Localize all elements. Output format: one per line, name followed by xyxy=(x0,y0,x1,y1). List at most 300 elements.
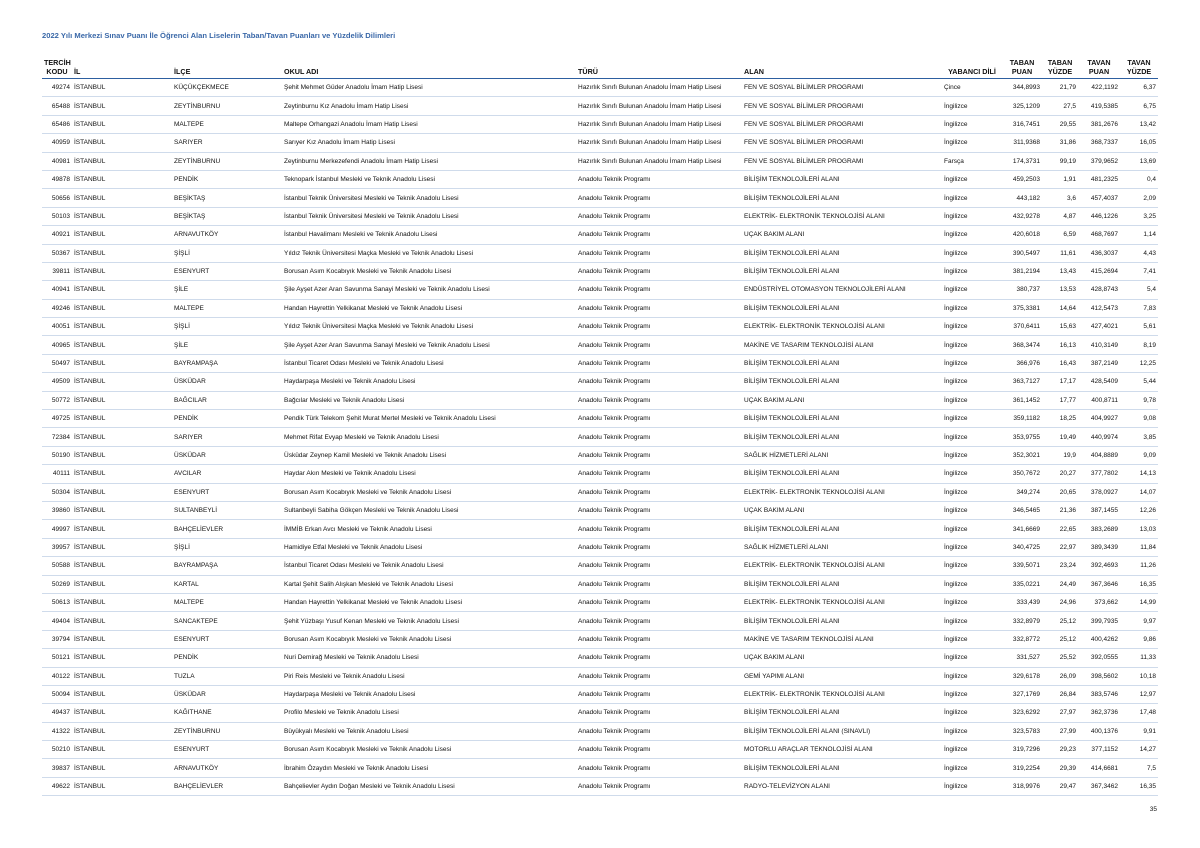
cell-yabanci-dili: İngilizce xyxy=(942,501,1002,519)
cell-yabanci-dili: İngilizce xyxy=(942,244,1002,262)
cell-ilce: BAĞCILAR xyxy=(172,391,282,409)
cell-tavan-yuzde: 2,09 xyxy=(1120,189,1158,207)
cell-tavan-puan: 457,4037 xyxy=(1078,189,1120,207)
cell-taban-yuzde: 11,61 xyxy=(1042,244,1078,262)
cell-tavan-yuzde: 12,26 xyxy=(1120,501,1158,519)
cell-il: İSTANBUL xyxy=(72,612,172,630)
cell-ilce: BAYRAMPAŞA xyxy=(172,557,282,575)
header-taban-puan: TABAN PUAN xyxy=(1009,58,1035,76)
cell-ilce: ZEYTİNBURNU xyxy=(172,152,282,170)
cell-alan: BİLİŞİM TEKNOLOJİLERİ ALANI xyxy=(742,575,942,593)
cell-taban-puan: 380,737 xyxy=(1002,281,1042,299)
cell-alan: BİLİŞİM TEKNOLOJİLERİ ALANI xyxy=(742,373,942,391)
cell-tavan-yuzde: 9,08 xyxy=(1120,410,1158,428)
cell-il: İSTANBUL xyxy=(72,704,172,722)
cell-tavan-puan: 404,9927 xyxy=(1078,410,1120,428)
cell-alan: ENDÜSTRİYEL OTOMASYON TEKNOLOJİLERİ ALANI xyxy=(742,281,942,299)
cell-tercih-kodu: 39860 xyxy=(42,501,72,519)
cell-alan: RADYO-TELEVİZYON ALANI xyxy=(742,777,942,795)
cell-yabanci-dili: İngilizce xyxy=(942,115,1002,133)
cell-il: İSTANBUL xyxy=(72,354,172,372)
cell-yabanci-dili: İngilizce xyxy=(942,777,1002,795)
cell-taban-yuzde: 13,53 xyxy=(1042,281,1078,299)
cell-tercih-kodu: 40981 xyxy=(42,152,72,170)
cell-taban-yuzde: 21,79 xyxy=(1042,79,1078,97)
cell-tercih-kodu: 40122 xyxy=(42,667,72,685)
cell-taban-puan: 353,9755 xyxy=(1002,428,1042,446)
cell-alan: BİLİŞİM TEKNOLOJİLERİ ALANI xyxy=(742,465,942,483)
table-row xyxy=(42,575,1158,593)
cell-turu: Anadolu Teknik Programı xyxy=(576,244,742,262)
cell-alan: ELEKTRİK- ELEKTRONİK TEKNOLOJİSİ ALANI xyxy=(742,685,942,703)
cell-tavan-puan: 383,2689 xyxy=(1078,520,1120,538)
cell-turu: Anadolu Teknik Programı xyxy=(576,630,742,648)
cell-alan: ELEKTRİK- ELEKTRONİK TEKNOLOJİSİ ALANI xyxy=(742,557,942,575)
table-row xyxy=(42,538,1158,556)
cell-alan: BİLİŞİM TEKNOLOJİLERİ ALANI xyxy=(742,299,942,317)
table-row xyxy=(42,244,1158,262)
cell-il: İSTANBUL xyxy=(72,281,172,299)
cell-taban-yuzde: 25,52 xyxy=(1042,649,1078,667)
cell-taban-puan: 318,9976 xyxy=(1002,777,1042,795)
cell-il: İSTANBUL xyxy=(72,538,172,556)
cell-tercih-kodu: 50656 xyxy=(42,189,72,207)
cell-tercih-kodu: 39957 xyxy=(42,538,72,556)
cell-turu: Hazırlık Sınıfı Bulunan Anadolu İmam Hatip Lisesi xyxy=(576,79,742,97)
cell-tercih-kodu: 41322 xyxy=(42,722,72,740)
cell-okul-adi: Handan Hayrettin Yelkikanat Mesleki ve Teknik Anadolu Lisesi xyxy=(282,299,576,317)
cell-okul-adi: İMMİB Erkan Avcı Mesleki ve Teknik Anadolu Lisesi xyxy=(282,520,576,538)
cell-okul-adi: Kartal Şehit Salih Alışkan Mesleki ve Teknik Anadolu Lisesi xyxy=(282,575,576,593)
cell-okul-adi: Borusan Asım Kocabıyık Mesleki ve Teknik Anadolu Lisesi xyxy=(282,741,576,759)
cell-taban-yuzde: 23,24 xyxy=(1042,557,1078,575)
cell-okul-adi: Hamidiye Etfal Mesleki ve Teknik Anadolu Lisesi xyxy=(282,538,576,556)
cell-tavan-yuzde: 5,44 xyxy=(1120,373,1158,391)
cell-taban-puan: 311,9368 xyxy=(1002,134,1042,152)
cell-taban-puan: 331,527 xyxy=(1002,649,1042,667)
cell-turu: Anadolu Teknik Programı xyxy=(576,685,742,703)
cell-yabanci-dili: İngilizce xyxy=(942,428,1002,446)
cell-taban-puan: 341,6669 xyxy=(1002,520,1042,538)
cell-ilce: ÜSKÜDAR xyxy=(172,685,282,703)
cell-okul-adi: Şehit Mehmet Güder Anadolu İmam Hatip Lisesi xyxy=(282,79,576,97)
cell-il: İSTANBUL xyxy=(72,207,172,225)
cell-taban-puan: 432,9278 xyxy=(1002,207,1042,225)
cell-alan: BİLİŞİM TEKNOLOJİLERİ ALANI xyxy=(742,170,942,188)
cell-tavan-puan: 404,8889 xyxy=(1078,446,1120,464)
cell-tavan-yuzde: 9,91 xyxy=(1120,722,1158,740)
cell-ilce: AVCILAR xyxy=(172,465,282,483)
cell-taban-puan: 346,5465 xyxy=(1002,501,1042,519)
cell-il: İSTANBUL xyxy=(72,336,172,354)
cell-okul-adi: Şile Ayşet Azer Aran Savunma Sanayi Mesleki ve Teknik Anadolu Lisesi xyxy=(282,336,576,354)
cell-taban-puan: 316,7451 xyxy=(1002,115,1042,133)
cell-ilce: ARNAVUTKÖY xyxy=(172,759,282,777)
cell-taban-puan: 319,2254 xyxy=(1002,759,1042,777)
cell-tavan-puan: 399,7935 xyxy=(1078,612,1120,630)
cell-tavan-yuzde: 16,35 xyxy=(1120,777,1158,795)
cell-yabanci-dili: İngilizce xyxy=(942,593,1002,611)
cell-taban-yuzde: 15,63 xyxy=(1042,318,1078,336)
cell-taban-yuzde: 22,65 xyxy=(1042,520,1078,538)
cell-tavan-yuzde: 10,18 xyxy=(1120,667,1158,685)
cell-turu: Anadolu Teknik Programı xyxy=(576,446,742,464)
cell-ilce: MALTEPE xyxy=(172,593,282,611)
cell-yabanci-dili: İngilizce xyxy=(942,575,1002,593)
cell-taban-puan: 339,5071 xyxy=(1002,557,1042,575)
cell-ilce: ŞİŞLİ xyxy=(172,538,282,556)
cell-il: İSTANBUL xyxy=(72,318,172,336)
cell-taban-puan: 361,1452 xyxy=(1002,391,1042,409)
cell-turu: Anadolu Teknik Programı xyxy=(576,170,742,188)
cell-okul-adi: Borusan Asım Kocabıyık Mesleki ve Teknik Anadolu Lisesi xyxy=(282,483,576,501)
cell-alan: BİLİŞİM TEKNOLOJİLERİ ALANI xyxy=(742,189,942,207)
cell-yabanci-dili: İngilizce xyxy=(942,446,1002,464)
cell-ilce: ESENYURT xyxy=(172,741,282,759)
table-row xyxy=(42,483,1158,501)
cell-turu: Anadolu Teknik Programı xyxy=(576,373,742,391)
cell-tavan-yuzde: 14,13 xyxy=(1120,465,1158,483)
cell-tavan-yuzde: 14,99 xyxy=(1120,593,1158,611)
header-tavan-yuzde: TAVAN YÜZDE xyxy=(1126,58,1152,76)
cell-taban-yuzde: 29,39 xyxy=(1042,759,1078,777)
cell-tavan-yuzde: 12,97 xyxy=(1120,685,1158,703)
cell-tavan-yuzde: 13,69 xyxy=(1120,152,1158,170)
cell-tavan-yuzde: 7,41 xyxy=(1120,262,1158,280)
cell-yabanci-dili: İngilizce xyxy=(942,354,1002,372)
cell-yabanci-dili: İngilizce xyxy=(942,134,1002,152)
cell-tavan-puan: 367,3462 xyxy=(1078,777,1120,795)
header-alan: ALAN xyxy=(744,66,764,76)
cell-taban-yuzde: 17,77 xyxy=(1042,391,1078,409)
cell-taban-puan: 352,3021 xyxy=(1002,446,1042,464)
cell-ilce: BAHÇELİEVLER xyxy=(172,777,282,795)
cell-yabanci-dili: İngilizce xyxy=(942,538,1002,556)
school-scores-table xyxy=(42,52,1158,796)
cell-taban-puan: 368,3474 xyxy=(1002,336,1042,354)
cell-alan: MAKİNE VE TASARIM TEKNOLOJİSİ ALANI xyxy=(742,630,942,648)
cell-alan: BİLİŞİM TEKNOLOJİLERİ ALANI xyxy=(742,354,942,372)
cell-taban-yuzde: 1,91 xyxy=(1042,170,1078,188)
cell-taban-yuzde: 27,5 xyxy=(1042,97,1078,115)
cell-okul-adi: Zeytinburnu Kız Anadolu İmam Hatip Lisesi xyxy=(282,97,576,115)
table-row xyxy=(42,446,1158,464)
cell-tercih-kodu: 50613 xyxy=(42,593,72,611)
cell-alan: BİLİŞİM TEKNOLOJİLERİ ALANI xyxy=(742,428,942,446)
cell-yabanci-dili: İngilizce xyxy=(942,685,1002,703)
cell-turu: Hazırlık Sınıfı Bulunan Anadolu İmam Hatip Lisesi xyxy=(576,152,742,170)
cell-tavan-puan: 387,2149 xyxy=(1078,354,1120,372)
header-ilce: İLÇE xyxy=(174,66,191,76)
header-tavan-puan: TAVAN PUAN xyxy=(1087,58,1111,76)
cell-alan: ELEKTRİK- ELEKTRONİK TEKNOLOJİSİ ALANI xyxy=(742,318,942,336)
cell-alan: FEN VE SOSYAL BİLİMLER PROGRAMI xyxy=(742,152,942,170)
cell-ilce: TUZLA xyxy=(172,667,282,685)
cell-tercih-kodu: 50269 xyxy=(42,575,72,593)
cell-yabanci-dili: İngilizce xyxy=(942,226,1002,244)
cell-turu: Anadolu Teknik Programı xyxy=(576,741,742,759)
cell-yabanci-dili: İngilizce xyxy=(942,373,1002,391)
table-row xyxy=(42,318,1158,336)
cell-yabanci-dili: İngilizce xyxy=(942,336,1002,354)
cell-il: İSTANBUL xyxy=(72,741,172,759)
cell-okul-adi: Teknopark İstanbul Mesleki ve Teknik Anadolu Lisesi xyxy=(282,170,576,188)
cell-turu: Anadolu Teknik Programı xyxy=(576,354,742,372)
cell-tercih-kodu: 50121 xyxy=(42,649,72,667)
cell-tercih-kodu: 40965 xyxy=(42,336,72,354)
cell-taban-yuzde: 27,97 xyxy=(1042,704,1078,722)
cell-tavan-puan: 400,1376 xyxy=(1078,722,1120,740)
cell-alan: ELEKTRİK- ELEKTRONİK TEKNOLOJİSİ ALANI xyxy=(742,483,942,501)
cell-alan: ELEKTRİK- ELEKTRONİK TEKNOLOJİSİ ALANI xyxy=(742,593,942,611)
cell-yabanci-dili: İngilizce xyxy=(942,557,1002,575)
cell-tercih-kodu: 40941 xyxy=(42,281,72,299)
cell-tavan-yuzde: 13,42 xyxy=(1120,115,1158,133)
cell-tavan-yuzde: 8,19 xyxy=(1120,336,1158,354)
cell-tavan-puan: 398,5602 xyxy=(1078,667,1120,685)
table-row xyxy=(42,336,1158,354)
table-row xyxy=(42,152,1158,170)
cell-turu: Anadolu Teknik Programı xyxy=(576,465,742,483)
cell-turu: Anadolu Teknik Programı xyxy=(576,612,742,630)
cell-okul-adi: İstanbul Ticaret Odası Mesleki ve Teknik Anadolu Lisesi xyxy=(282,354,576,372)
cell-okul-adi: Pendik Türk Telekom Şehit Murat Mertel Mesleki ve Teknik Anadolu Lisesi xyxy=(282,410,576,428)
cell-yabanci-dili: İngilizce xyxy=(942,391,1002,409)
cell-ilce: ESENYURT xyxy=(172,483,282,501)
cell-tavan-puan: 427,4021 xyxy=(1078,318,1120,336)
cell-tercih-kodu: 72384 xyxy=(42,428,72,446)
table-row xyxy=(42,79,1158,97)
cell-il: İSTANBUL xyxy=(72,97,172,115)
table-row xyxy=(42,722,1158,740)
cell-alan: ELEKTRİK- ELEKTRONİK TEKNOLOJİSİ ALANI xyxy=(742,207,942,225)
cell-tercih-kodu: 39794 xyxy=(42,630,72,648)
cell-taban-yuzde: 25,12 xyxy=(1042,630,1078,648)
cell-yabanci-dili: Farsça xyxy=(942,152,1002,170)
cell-tavan-yuzde: 1,14 xyxy=(1120,226,1158,244)
page-title: 2022 Yılı Merkezi Sınav Puanı İle Öğrenci Alan Liselerin Taban/Tavan Puanları ve Yüzdelik Dilimleri xyxy=(42,31,396,40)
cell-taban-yuzde: 26,09 xyxy=(1042,667,1078,685)
cell-tavan-yuzde: 14,27 xyxy=(1120,741,1158,759)
cell-yabanci-dili: İngilizce xyxy=(942,667,1002,685)
cell-tavan-yuzde: 6,37 xyxy=(1120,79,1158,97)
cell-yabanci-dili: İngilizce xyxy=(942,281,1002,299)
cell-turu: Anadolu Teknik Programı xyxy=(576,759,742,777)
cell-tavan-puan: 362,3736 xyxy=(1078,704,1120,722)
cell-alan: BİLİŞİM TEKNOLOJİLERİ ALANI xyxy=(742,262,942,280)
cell-tercih-kodu: 39837 xyxy=(42,759,72,777)
table-row xyxy=(42,759,1158,777)
cell-tavan-puan: 428,5409 xyxy=(1078,373,1120,391)
cell-tavan-puan: 400,8711 xyxy=(1078,391,1120,409)
cell-tavan-puan: 436,3037 xyxy=(1078,244,1120,262)
cell-tavan-yuzde: 3,85 xyxy=(1120,428,1158,446)
cell-alan: GEMİ YAPIMI ALANI xyxy=(742,667,942,685)
cell-yabanci-dili: İngilizce xyxy=(942,97,1002,115)
cell-tavan-puan: 377,7802 xyxy=(1078,465,1120,483)
cell-taban-yuzde: 14,64 xyxy=(1042,299,1078,317)
page-number: 35 xyxy=(1149,806,1157,813)
cell-alan: FEN VE SOSYAL BİLİMLER PROGRAMI xyxy=(742,115,942,133)
cell-taban-puan: 366,976 xyxy=(1002,354,1042,372)
cell-tavan-puan: 414,6681 xyxy=(1078,759,1120,777)
cell-tavan-puan: 415,2694 xyxy=(1078,262,1120,280)
cell-tavan-puan: 377,1152 xyxy=(1078,741,1120,759)
cell-il: İSTANBUL xyxy=(72,520,172,538)
cell-yabanci-dili: İngilizce xyxy=(942,722,1002,740)
cell-il: İSTANBUL xyxy=(72,410,172,428)
cell-tavan-puan: 410,3149 xyxy=(1078,336,1120,354)
cell-il: İSTANBUL xyxy=(72,115,172,133)
cell-tavan-puan: 379,9652 xyxy=(1078,152,1120,170)
cell-taban-yuzde: 29,55 xyxy=(1042,115,1078,133)
cell-il: İSTANBUL xyxy=(72,170,172,188)
cell-turu: Anadolu Teknik Programı xyxy=(576,226,742,244)
cell-il: İSTANBUL xyxy=(72,777,172,795)
header-taban-yuzde: TABAN YÜZDE xyxy=(1047,58,1073,76)
cell-tercih-kodu: 50304 xyxy=(42,483,72,501)
table-row xyxy=(42,612,1158,630)
cell-alan: BİLİŞİM TEKNOLOJİLERİ ALANI xyxy=(742,244,942,262)
cell-alan: UÇAK BAKIM ALANI xyxy=(742,649,942,667)
cell-il: İSTANBUL xyxy=(72,226,172,244)
cell-taban-yuzde: 20,27 xyxy=(1042,465,1078,483)
cell-alan: UÇAK BAKIM ALANI xyxy=(742,501,942,519)
table-row xyxy=(42,593,1158,611)
cell-taban-puan: 319,7296 xyxy=(1002,741,1042,759)
cell-turu: Anadolu Teknik Programı xyxy=(576,649,742,667)
cell-tavan-puan: 481,2325 xyxy=(1078,170,1120,188)
cell-il: İSTANBUL xyxy=(72,759,172,777)
cell-yabanci-dili: İngilizce xyxy=(942,704,1002,722)
cell-okul-adi: İstanbul Havalimanı Mesleki ve Teknik Anadolu Lisesi xyxy=(282,226,576,244)
cell-tavan-yuzde: 17,48 xyxy=(1120,704,1158,722)
cell-okul-adi: Borusan Asım Kocabıyık Mesleki ve Teknik Anadolu Lisesi xyxy=(282,262,576,280)
table-row xyxy=(42,134,1158,152)
cell-il: İSTANBUL xyxy=(72,373,172,391)
table-row xyxy=(42,189,1158,207)
cell-alan: FEN VE SOSYAL BİLİMLER PROGRAMI xyxy=(742,79,942,97)
cell-turu: Anadolu Teknik Programı xyxy=(576,520,742,538)
cell-tavan-yuzde: 4,43 xyxy=(1120,244,1158,262)
cell-tercih-kodu: 49622 xyxy=(42,777,72,795)
cell-taban-puan: 370,6411 xyxy=(1002,318,1042,336)
cell-turu: Anadolu Teknik Programı xyxy=(576,391,742,409)
cell-yabanci-dili: İngilizce xyxy=(942,410,1002,428)
cell-tavan-puan: 392,4693 xyxy=(1078,557,1120,575)
cell-alan: BİLİŞİM TEKNOLOJİLERİ ALANI xyxy=(742,612,942,630)
cell-tavan-puan: 412,5473 xyxy=(1078,299,1120,317)
cell-tercih-kodu: 50588 xyxy=(42,557,72,575)
cell-tavan-puan: 387,1455 xyxy=(1078,501,1120,519)
cell-taban-yuzde: 26,84 xyxy=(1042,685,1078,703)
cell-ilce: ZEYTİNBURNU xyxy=(172,722,282,740)
cell-tavan-puan: 419,5385 xyxy=(1078,97,1120,115)
header-tercih-kodu: TERCİH KODU xyxy=(44,58,71,76)
cell-turu: Anadolu Teknik Programı xyxy=(576,318,742,336)
cell-turu: Anadolu Teknik Programı xyxy=(576,483,742,501)
cell-il: İSTANBUL xyxy=(72,649,172,667)
cell-okul-adi: İstanbul Ticaret Odası Mesleki ve Teknik Anadolu Lisesi xyxy=(282,557,576,575)
cell-taban-puan: 340,4725 xyxy=(1002,538,1042,556)
cell-taban-puan: 332,8772 xyxy=(1002,630,1042,648)
cell-tavan-puan: 422,1192 xyxy=(1078,79,1120,97)
cell-okul-adi: Yıldız Teknik Üniversitesi Maçka Mesleki ve Teknik Anadolu Lisesi xyxy=(282,318,576,336)
cell-il: İSTANBUL xyxy=(72,446,172,464)
cell-tavan-yuzde: 11,84 xyxy=(1120,538,1158,556)
cell-ilce: ŞİŞLİ xyxy=(172,244,282,262)
cell-okul-adi: İstanbul Teknik Üniversitesi Mesleki ve Teknik Anadolu Lisesi xyxy=(282,189,576,207)
cell-ilce: ESENYURT xyxy=(172,630,282,648)
cell-tavan-puan: 389,3439 xyxy=(1078,538,1120,556)
cell-turu: Anadolu Teknik Programı xyxy=(576,281,742,299)
cell-alan: MAKİNE VE TASARIM TEKNOLOJİSİ ALANI xyxy=(742,336,942,354)
cell-turu: Anadolu Teknik Programı xyxy=(576,189,742,207)
cell-taban-yuzde: 19,49 xyxy=(1042,428,1078,446)
cell-ilce: ŞİLE xyxy=(172,281,282,299)
cell-yabanci-dili: İngilizce xyxy=(942,465,1002,483)
cell-taban-puan: 359,1182 xyxy=(1002,410,1042,428)
cell-ilce: PENDİK xyxy=(172,649,282,667)
cell-alan: BİLİŞİM TEKNOLOJİLERİ ALANI xyxy=(742,520,942,538)
cell-tercih-kodu: 40959 xyxy=(42,134,72,152)
cell-okul-adi: Şile Ayşet Azer Aran Savunma Sanayi Mesleki ve Teknik Anadolu Lisesi xyxy=(282,281,576,299)
cell-tavan-yuzde: 11,26 xyxy=(1120,557,1158,575)
cell-il: İSTANBUL xyxy=(72,630,172,648)
cell-tavan-puan: 440,9974 xyxy=(1078,428,1120,446)
cell-il: İSTANBUL xyxy=(72,152,172,170)
cell-tavan-yuzde: 0,4 xyxy=(1120,170,1158,188)
cell-ilce: SULTANBEYLİ xyxy=(172,501,282,519)
cell-yabanci-dili: İngilizce xyxy=(942,612,1002,630)
cell-tercih-kodu: 50103 xyxy=(42,207,72,225)
cell-turu: Anadolu Teknik Programı xyxy=(576,207,742,225)
cell-ilce: KÜÇÜKÇEKMECE xyxy=(172,79,282,97)
cell-tercih-kodu: 49437 xyxy=(42,704,72,722)
cell-tavan-puan: 378,0927 xyxy=(1078,483,1120,501)
cell-okul-adi: Piri Reis Mesleki ve Teknik Anadolu Lisesi xyxy=(282,667,576,685)
cell-taban-puan: 390,5497 xyxy=(1002,244,1042,262)
cell-ilce: MALTEPE xyxy=(172,115,282,133)
cell-taban-yuzde: 29,47 xyxy=(1042,777,1078,795)
cell-tercih-kodu: 40921 xyxy=(42,226,72,244)
cell-il: İSTANBUL xyxy=(72,428,172,446)
cell-taban-yuzde: 17,17 xyxy=(1042,373,1078,391)
cell-taban-yuzde: 16,43 xyxy=(1042,354,1078,372)
cell-taban-yuzde: 16,13 xyxy=(1042,336,1078,354)
cell-taban-yuzde: 20,65 xyxy=(1042,483,1078,501)
cell-ilce: PENDİK xyxy=(172,170,282,188)
cell-ilce: ŞİLE xyxy=(172,336,282,354)
cell-okul-adi: Borusan Asım Kocabıyık Mesleki ve Teknik Anadolu Lisesi xyxy=(282,630,576,648)
cell-alan: UÇAK BAKIM ALANI xyxy=(742,391,942,409)
cell-turu: Anadolu Teknik Programı xyxy=(576,667,742,685)
cell-il: İSTANBUL xyxy=(72,557,172,575)
cell-taban-yuzde: 27,99 xyxy=(1042,722,1078,740)
cell-tercih-kodu: 65488 xyxy=(42,97,72,115)
cell-taban-puan: 332,8979 xyxy=(1002,612,1042,630)
cell-okul-adi: Büyükyalı Mesleki ve Teknik Anadolu Lisesi xyxy=(282,722,576,740)
cell-tercih-kodu: 50094 xyxy=(42,685,72,703)
cell-tavan-puan: 428,8743 xyxy=(1078,281,1120,299)
cell-alan: FEN VE SOSYAL BİLİMLER PROGRAMI xyxy=(742,97,942,115)
cell-taban-yuzde: 99,19 xyxy=(1042,152,1078,170)
cell-tercih-kodu: 49274 xyxy=(42,79,72,97)
cell-taban-puan: 443,182 xyxy=(1002,189,1042,207)
cell-okul-adi: İbrahim Özaydın Mesleki ve Teknik Anadolu Lisesi xyxy=(282,759,576,777)
cell-il: İSTANBUL xyxy=(72,79,172,97)
header-il: İL xyxy=(74,66,81,76)
